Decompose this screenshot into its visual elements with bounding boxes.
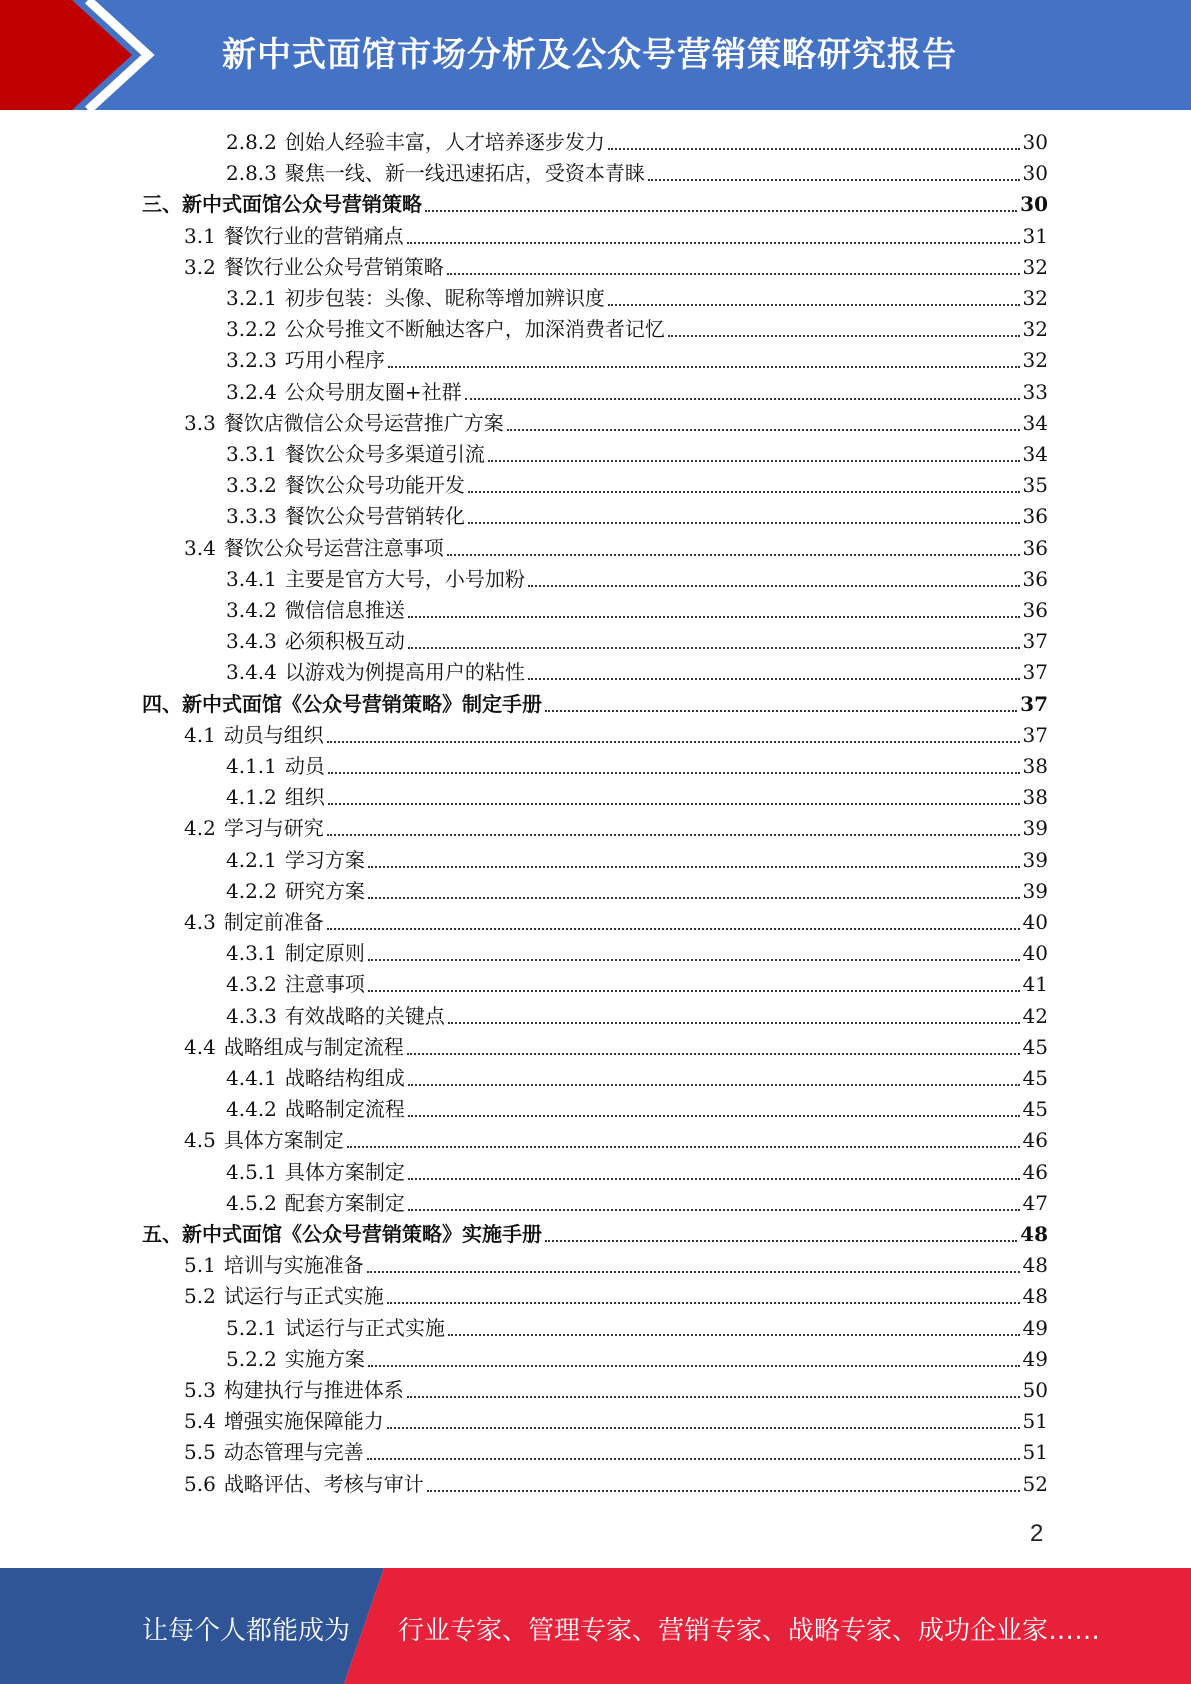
- toc-entry-page: 30: [1022, 130, 1048, 154]
- toc-entry-title: 战略制定流程: [284, 1097, 405, 1122]
- toc-entry-number: 3.3.3: [226, 504, 277, 529]
- toc-dot-leader: [407, 1396, 1020, 1398]
- toc-entry-number: 3.2.3: [226, 348, 277, 373]
- toc-dot-leader: [368, 866, 1020, 868]
- toc-dot-leader: [425, 210, 1017, 212]
- toc-entry-number: 4.3.1: [226, 941, 277, 966]
- report-title: 新中式面馆市场分析及公众号营销策略研究报告: [222, 35, 957, 75]
- toc-dot-leader: [408, 1209, 1020, 1211]
- toc-entry-title: 动员与组织: [223, 722, 324, 747]
- toc-entry[interactable]: [226, 845, 1048, 875]
- toc-dot-leader: [347, 1146, 1020, 1148]
- toc-dot-leader: [327, 834, 1020, 836]
- toc-entry[interactable]: [184, 408, 1048, 438]
- toc-entry-number: 3.2.1: [226, 286, 277, 310]
- toc-dot-leader: [407, 242, 1020, 244]
- toc-entry-number: 5.4: [184, 1409, 216, 1434]
- toc-entry-page: 48: [1022, 1284, 1048, 1309]
- toc-entry[interactable]: [226, 127, 1048, 157]
- toc-entry[interactable]: [226, 439, 1048, 469]
- toc-entry-page: 45: [1022, 1034, 1048, 1059]
- toc-entry-page: 38: [1022, 785, 1048, 810]
- toc-dot-leader: [408, 1084, 1020, 1086]
- toc-entry-title: 餐饮公众号多渠道引流: [284, 442, 485, 466]
- toc-entry[interactable]: [226, 782, 1048, 812]
- toc-entry-page: 38: [1022, 754, 1048, 778]
- toc-entry-number: 4.5.2: [226, 1190, 277, 1215]
- toc-entry[interactable]: [184, 907, 1048, 937]
- toc-entry-title: 战略组成与制定流程: [223, 1034, 404, 1059]
- toc-entry[interactable]: [226, 345, 1048, 375]
- toc-dot-leader: [448, 1334, 1020, 1336]
- toc-entry-title: 聚焦一线、新一线迅速拓店，受资本青睐: [284, 161, 645, 186]
- toc-dot-leader: [367, 1271, 1020, 1273]
- toc-dot-leader: [488, 460, 1020, 462]
- toc-dot-leader: [468, 491, 1020, 493]
- toc-entry-number: 4.5: [184, 1128, 216, 1153]
- toc-entry[interactable]: [184, 1281, 1048, 1311]
- toc-entry-number: 3.2.2: [226, 317, 277, 342]
- toc-entry[interactable]: [226, 1157, 1048, 1187]
- toc-entry[interactable]: [184, 1032, 1048, 1062]
- toc-entry-page: 49: [1022, 1315, 1048, 1340]
- toc-entry-title: 动态管理与完善: [223, 1440, 364, 1465]
- toc-entry-page: 32: [1022, 317, 1048, 342]
- toc-entry-title: 战略评估、考核与审计: [223, 1471, 424, 1496]
- toc-entry-page: 34: [1022, 410, 1048, 435]
- toc-entry-number: 4.2.2: [226, 878, 277, 903]
- toc-entry-number: 三、: [142, 192, 182, 217]
- toc-entry-number: 5.2.1: [226, 1315, 277, 1340]
- toc-entry-title: 初步包装：头像、昵称等增加辨识度: [284, 286, 605, 310]
- toc-entry-number: 5.5: [184, 1440, 216, 1465]
- footer-roles: 行业专家、管理专家、营销专家、战略专家、成功企业家……: [398, 1616, 1101, 1646]
- toc-entry-number: 3.4.2: [226, 598, 277, 622]
- toc-entry-title: 学习与研究: [223, 816, 324, 841]
- toc-entry-number: 4.1.2: [226, 785, 277, 810]
- toc-entry-page: 46: [1022, 1159, 1048, 1184]
- page-number: 2: [1030, 1520, 1044, 1547]
- toc-dot-leader: [648, 179, 1020, 181]
- toc-entry-page: 42: [1022, 1003, 1048, 1028]
- toc-entry-title: 餐饮公众号营销转化: [284, 504, 465, 529]
- toc-entry-number: 3.2.4: [226, 379, 277, 404]
- toc-entry-title: 餐饮公众号运营注意事项: [223, 535, 444, 560]
- toc-entry[interactable]: [184, 1469, 1048, 1499]
- toc-entry-page: 51: [1022, 1409, 1048, 1434]
- toc-entry-title: 配套方案制定: [284, 1190, 405, 1215]
- toc-entry[interactable]: [226, 1063, 1048, 1093]
- page-footer: [0, 1568, 1191, 1684]
- toc-entry[interactable]: [184, 1250, 1048, 1280]
- toc-dot-leader: [668, 335, 1020, 337]
- toc-entry-page: 45: [1022, 1066, 1048, 1090]
- toc-entry-title: 新中式面馆《公众号营销策略》实施手册: [182, 1222, 542, 1246]
- toc-entry-number: 5.6: [184, 1471, 216, 1496]
- toc-dot-leader: [448, 1022, 1020, 1024]
- toc-entry[interactable]: [226, 470, 1048, 500]
- toc-entry[interactable]: [184, 1375, 1048, 1405]
- toc-entry-number: 3.4.3: [226, 629, 277, 654]
- toc-entry-title: 构建执行与推进体系: [223, 1378, 404, 1402]
- toc-entry-title: 微信信息推送: [284, 598, 405, 622]
- toc-entry-number: 4.3.2: [226, 972, 277, 997]
- header-arrow-decoration: [0, 0, 160, 110]
- toc-entry-title: 具体方案制定: [223, 1128, 344, 1153]
- toc-entry[interactable]: [226, 1313, 1048, 1343]
- toc-entry-title: 以游戏为例提高用户的粘性: [284, 660, 525, 685]
- toc-entry-page: 50: [1022, 1378, 1048, 1402]
- toc-entry-number: 3.3.1: [226, 442, 277, 466]
- toc-dot-leader: [545, 710, 1017, 712]
- toc-dot-leader: [608, 304, 1020, 306]
- toc-entry-page: 37: [1022, 722, 1048, 747]
- toc-entry[interactable]: [184, 533, 1048, 563]
- toc-dot-leader: [465, 398, 1020, 400]
- toc-entry-page: 37: [1022, 660, 1048, 685]
- toc-dot-leader: [507, 429, 1020, 431]
- toc-entry-page: 41: [1022, 972, 1048, 997]
- toc-entry-title: 主要是官方大号，小号加粉: [284, 566, 525, 591]
- toc-entry[interactable]: [226, 626, 1048, 656]
- toc-entry[interactable]: [226, 1001, 1048, 1031]
- toc-entry-number: 4.5.1: [226, 1159, 277, 1184]
- toc-dot-leader: [387, 1302, 1020, 1304]
- toc-dot-leader: [427, 1490, 1020, 1492]
- toc-entry[interactable]: [142, 1219, 1048, 1249]
- toc-entry-page: 31: [1022, 223, 1048, 248]
- toc-entry[interactable]: [226, 564, 1048, 594]
- toc-entry-number: 3.4.4: [226, 660, 277, 685]
- toc-entry[interactable]: [226, 314, 1048, 344]
- toc-dot-leader: [468, 522, 1020, 524]
- toc-entry-page: 40: [1022, 941, 1048, 966]
- toc-entry-number: 5.2: [184, 1284, 216, 1309]
- toc-dot-leader: [327, 741, 1020, 743]
- toc-dot-leader: [368, 897, 1020, 899]
- toc-dot-leader: [608, 148, 1020, 150]
- toc-entry[interactable]: [226, 158, 1048, 188]
- toc-entry-number: 4.2.1: [226, 847, 277, 872]
- toc-dot-leader: [447, 554, 1020, 556]
- toc-entry-number: 5.2.2: [226, 1346, 277, 1371]
- toc-entry[interactable]: [226, 377, 1048, 407]
- toc-entry-page: 40: [1022, 910, 1048, 934]
- toc-entry[interactable]: [226, 1344, 1048, 1374]
- toc-entry-page: 30: [1022, 161, 1048, 186]
- toc-entry-title: 公众号朋友圈+社群: [284, 379, 462, 404]
- toc-dot-leader: [408, 647, 1020, 649]
- toc-entry-number: 4.4.1: [226, 1066, 277, 1090]
- toc-dot-leader: [368, 1365, 1020, 1367]
- toc-entry-title: 公众号推文不断触达客户，加深消费者记忆: [284, 317, 665, 342]
- toc-entry-number: 3.1: [184, 223, 216, 248]
- toc-entry-number: 3.4: [184, 535, 216, 560]
- toc-entry[interactable]: [226, 876, 1048, 906]
- toc-entry[interactable]: [226, 595, 1048, 625]
- toc-entry[interactable]: [184, 720, 1048, 750]
- toc-entry-page: 32: [1022, 254, 1048, 279]
- toc-entry[interactable]: [226, 1094, 1048, 1124]
- toc-entry-number: 3.3.2: [226, 473, 277, 498]
- toc-entry-page: 51: [1022, 1440, 1048, 1465]
- toc-entry-number: 4.1: [184, 722, 216, 747]
- toc-entry-title: 制定原则: [284, 941, 365, 966]
- toc-entry-title: 新中式面馆《公众号营销策略》制定手册: [182, 691, 542, 716]
- toc-dot-leader: [528, 678, 1020, 680]
- toc-entry-page: 30: [1020, 192, 1048, 217]
- toc-entry[interactable]: [226, 1188, 1048, 1218]
- toc-dot-leader: [367, 1458, 1020, 1460]
- toc-entry-number: 2.8.2: [226, 130, 277, 154]
- toc-dot-leader: [387, 1427, 1020, 1429]
- toc-entry-page: 36: [1022, 566, 1048, 591]
- toc-entry-number: 5.3: [184, 1378, 216, 1402]
- toc-entry-page: 36: [1022, 535, 1048, 560]
- toc-entry-page: 46: [1022, 1128, 1048, 1153]
- toc-dot-leader: [408, 1178, 1020, 1180]
- toc-entry-title: 巧用小程序: [284, 348, 385, 373]
- toc-entry-page: 36: [1022, 598, 1048, 622]
- toc-entry-title: 制定前准备: [223, 910, 324, 934]
- toc-entry-page: 45: [1022, 1097, 1048, 1122]
- toc-entry-page: 37: [1020, 691, 1048, 716]
- toc-entry-page: 32: [1022, 286, 1048, 310]
- toc-entry-title: 战略结构组成: [284, 1066, 405, 1090]
- toc-dot-leader: [447, 273, 1020, 275]
- toc-entry[interactable]: [226, 938, 1048, 968]
- toc-entry-page: 34: [1022, 442, 1048, 466]
- toc-entry-number: 4.1.1: [226, 754, 277, 778]
- toc-entry[interactable]: [142, 189, 1048, 219]
- toc-dot-leader: [388, 366, 1020, 368]
- toc-entry-title: 餐饮行业的营销痛点: [223, 223, 404, 248]
- toc-entry-title: 注意事项: [284, 972, 365, 997]
- toc-entry-title: 新中式面馆公众号营销策略: [182, 192, 422, 217]
- toc-entry-page: 48: [1020, 1222, 1048, 1246]
- toc-entry-title: 研究方案: [284, 878, 365, 903]
- toc-entry-title: 创始人经验丰富，人才培养逐步发力: [284, 130, 605, 154]
- toc-entry-number: 2.8.3: [226, 161, 277, 186]
- toc-entry-page: 39: [1022, 878, 1048, 903]
- toc-dot-leader: [327, 928, 1020, 930]
- toc-entry-page: 52: [1022, 1471, 1048, 1496]
- toc-entry-title: 试运行与正式实施: [284, 1315, 445, 1340]
- toc-entry-page: 32: [1022, 348, 1048, 373]
- toc-entry[interactable]: [226, 283, 1048, 313]
- toc-entry-title: 培训与实施准备: [223, 1253, 364, 1278]
- toc-entry-number: 4.3.3: [226, 1003, 277, 1028]
- toc-entry[interactable]: [184, 813, 1048, 843]
- toc-entry-number: 3.3: [184, 410, 216, 435]
- toc-entry-title: 试运行与正式实施: [223, 1284, 384, 1309]
- toc-entry-title: 动员: [284, 754, 325, 778]
- toc-entry-title: 具体方案制定: [284, 1159, 405, 1184]
- toc-entry[interactable]: [184, 221, 1048, 251]
- toc-entry[interactable]: [226, 969, 1048, 999]
- toc-dot-leader: [407, 1053, 1020, 1055]
- toc-entry-number: 4.4.2: [226, 1097, 277, 1122]
- toc-dot-leader: [408, 1115, 1020, 1117]
- toc-entry[interactable]: [226, 501, 1048, 531]
- toc-entry[interactable]: [184, 1406, 1048, 1436]
- page-header: [0, 0, 1191, 110]
- toc-entry-number: 五、: [142, 1222, 182, 1246]
- toc-entry-title: 增强实施保障能力: [223, 1409, 384, 1434]
- toc-dot-leader: [368, 990, 1020, 992]
- toc-entry-page: 39: [1022, 816, 1048, 841]
- toc-dot-leader: [368, 959, 1020, 961]
- toc-entry-page: 39: [1022, 847, 1048, 872]
- toc-dot-leader: [328, 803, 1020, 805]
- toc-entry[interactable]: [184, 1437, 1048, 1467]
- toc-dot-leader: [328, 772, 1020, 774]
- toc-entry[interactable]: [184, 252, 1048, 282]
- footer-slogan: 让每个人都能成为: [142, 1616, 351, 1646]
- toc-entry-number: 5.1: [184, 1253, 216, 1278]
- toc-entry-title: 餐饮店微信公众号运营推广方案: [223, 410, 504, 435]
- toc-entry[interactable]: [142, 689, 1048, 719]
- toc-dot-leader: [528, 585, 1020, 587]
- toc-entry[interactable]: [226, 751, 1048, 781]
- toc-dot-leader: [408, 616, 1020, 618]
- toc-entry-number: 4.4: [184, 1034, 216, 1059]
- toc-entry-title: 组织: [284, 785, 325, 810]
- toc-entry-page: 49: [1022, 1346, 1048, 1371]
- toc-entry-page: 33: [1022, 379, 1048, 404]
- toc-entry-number: 3.4.1: [226, 566, 277, 591]
- toc-entry[interactable]: [184, 1125, 1048, 1155]
- toc-entry-page: 47: [1022, 1190, 1048, 1215]
- toc-entry-page: 48: [1022, 1253, 1048, 1278]
- toc-entry-number: 4.2: [184, 816, 216, 841]
- toc-entry-title: 实施方案: [284, 1346, 365, 1371]
- toc-entry-title: 有效战略的关键点: [284, 1003, 445, 1028]
- toc-entry-number: 3.2: [184, 254, 216, 279]
- toc-entry-title: 餐饮公众号功能开发: [284, 473, 465, 498]
- toc-entry-number: 四、: [142, 691, 182, 716]
- toc-entry-title: 餐饮行业公众号营销策略: [223, 254, 444, 279]
- toc-entry-page: 35: [1022, 473, 1048, 498]
- toc-dot-leader: [545, 1240, 1017, 1242]
- toc-entry[interactable]: [226, 657, 1048, 687]
- toc-entry-title: 必须积极互动: [284, 629, 405, 654]
- toc-entry-title: 学习方案: [284, 847, 365, 872]
- toc-entry-page: 36: [1022, 504, 1048, 529]
- toc-entry-number: 4.3: [184, 910, 216, 934]
- toc-entry-page: 37: [1022, 629, 1048, 654]
